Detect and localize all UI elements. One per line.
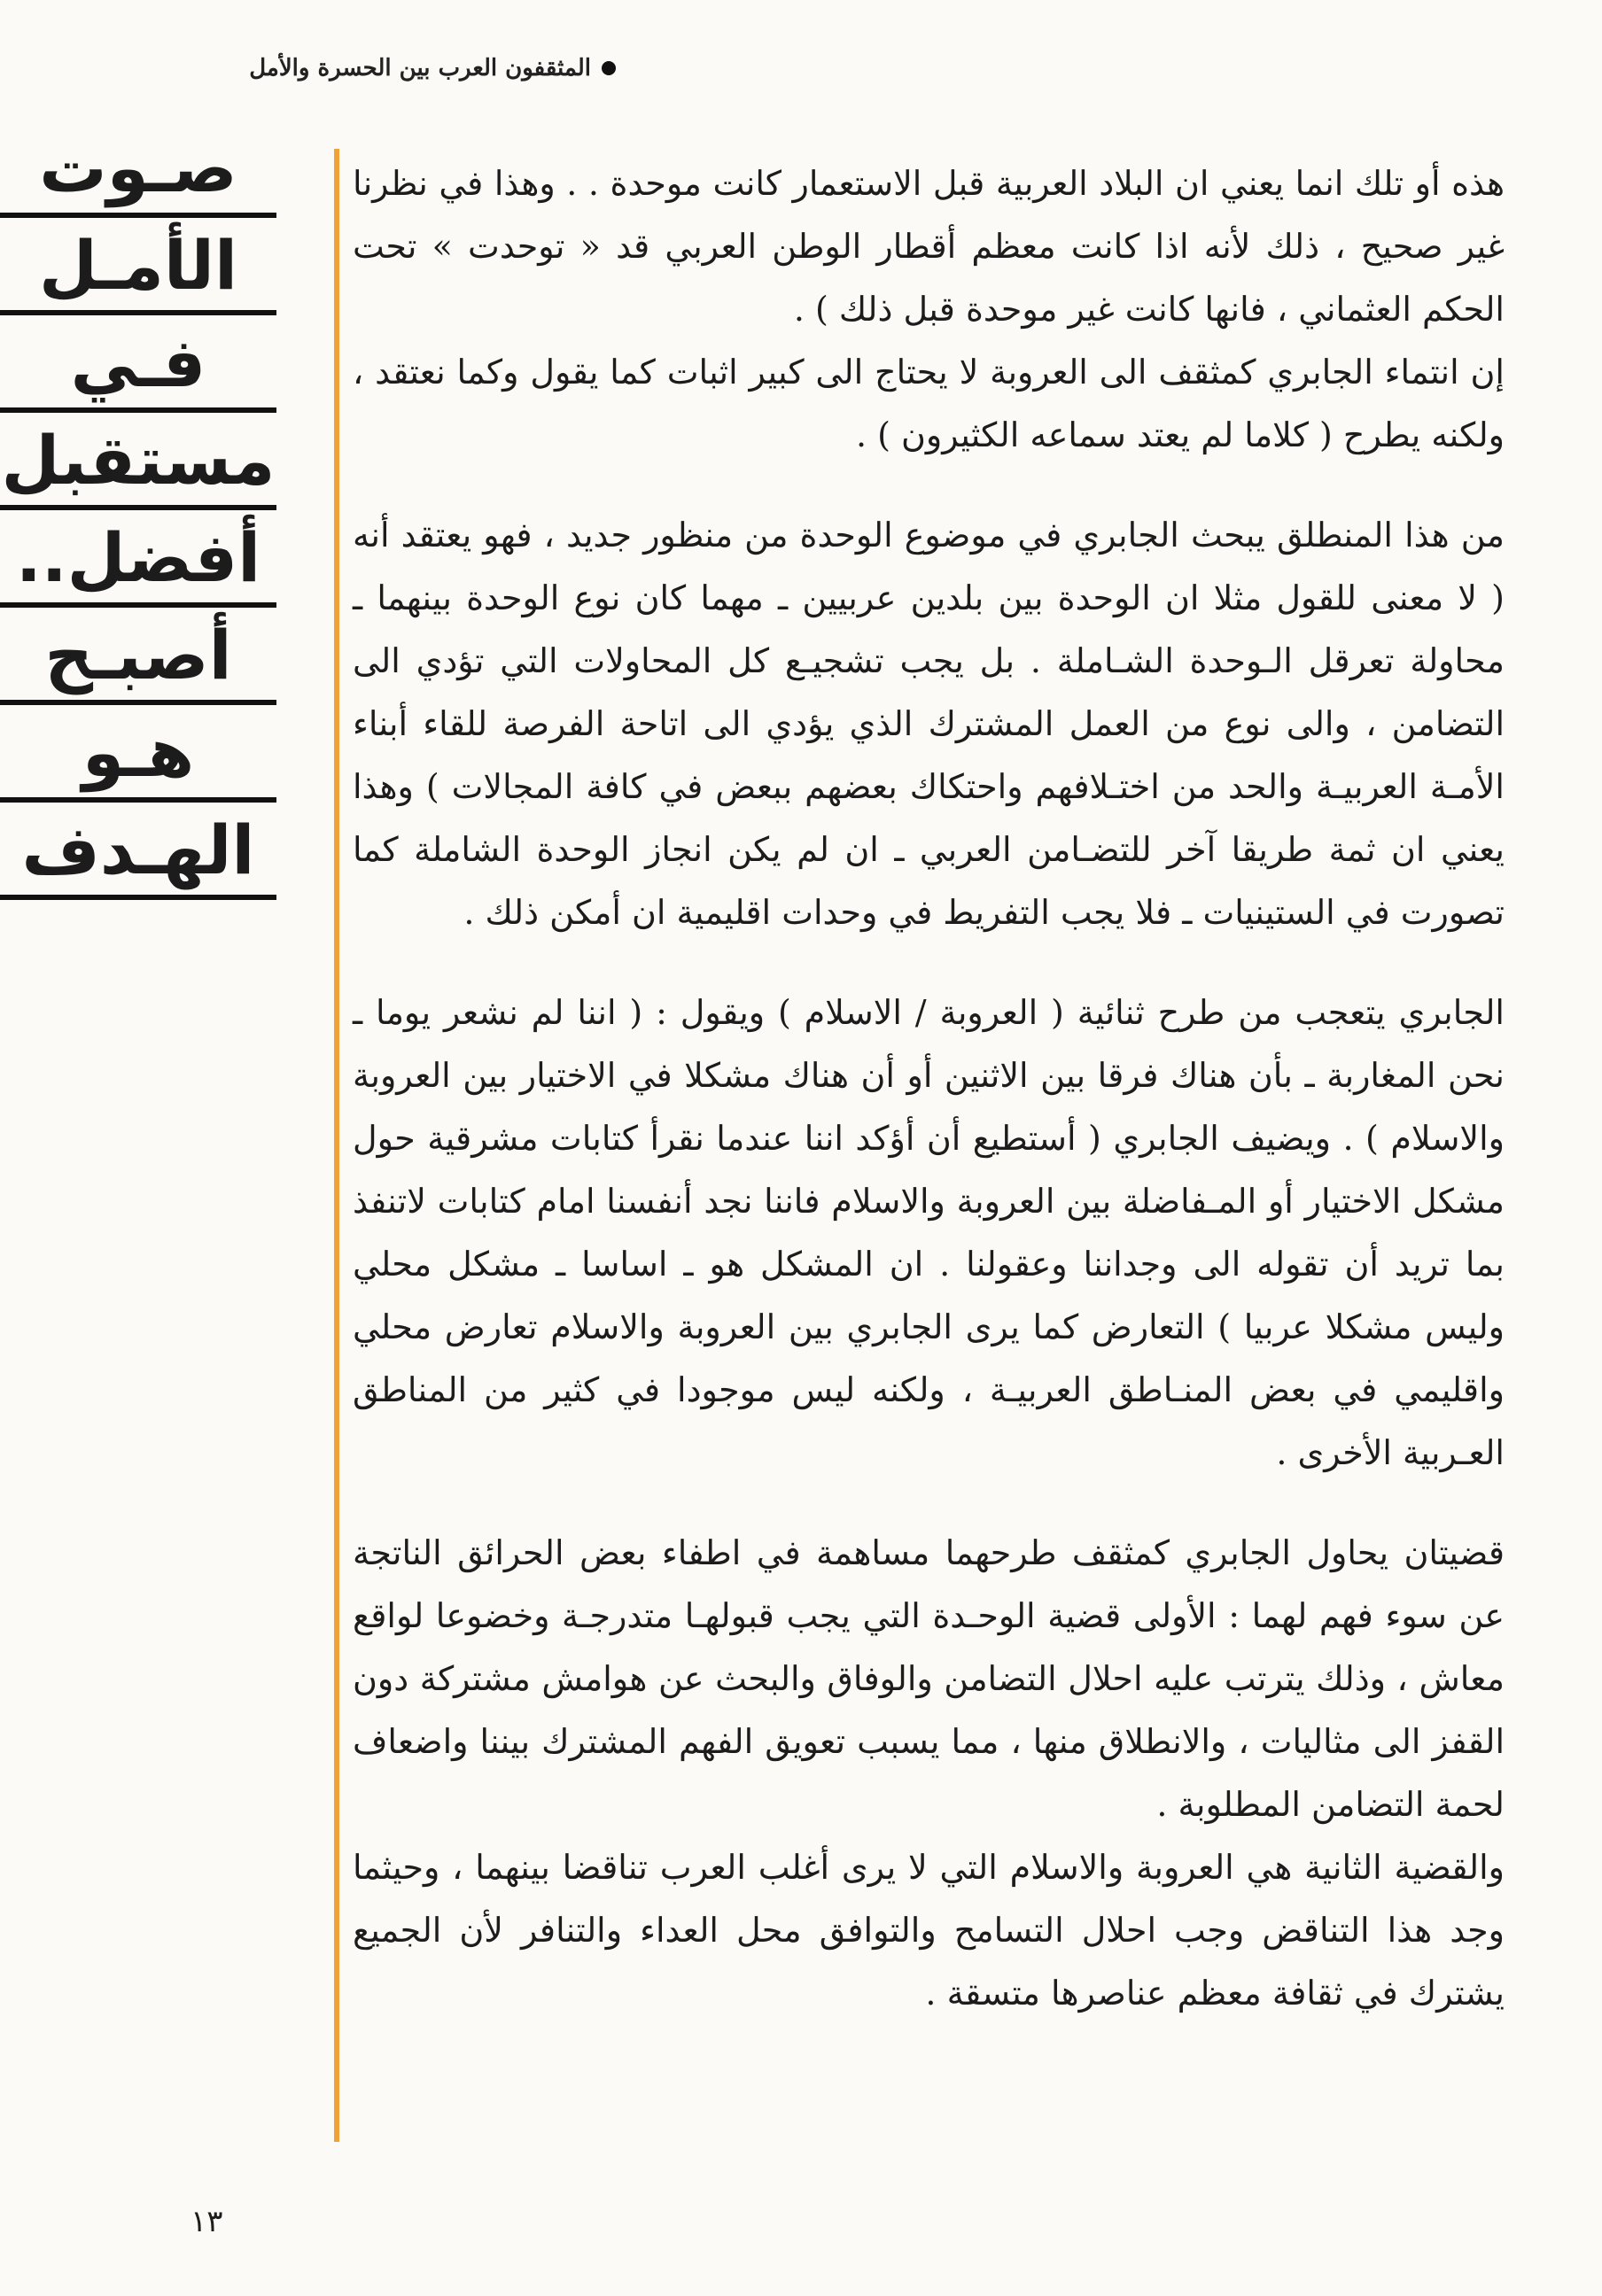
side-headline-line: أصبـح [0,611,276,705]
side-headline-line: الأمـل [0,221,276,315]
paragraph: والقضية الثانية هي العروبة والاسلام التي لا يرى أغلب العرب تناقضا بينهما ، وحيثما وجد هذا التناقض وجب احلال التسامح والتوافق محل العداء والتنافر لأن الجميع يشترك في ثقافة معظم عناصرها متسقة . [353,1848,1505,2013]
side-headline-line: فـي [0,319,276,413]
side-headline-line: صـوت [0,124,276,218]
paragraph: الجابري يتعجب من طرح ثنائية ( العروبة / الاسلام ) ويقول : ( اننا لم نشعر يوما ـ نحن المغاربة ـ بأن هناك فرقا بين الاثنين أو أن هناك مشكلا في الاختيار بين العروبة والاسلام ) . ويضيف الجابري ( أستطيع أن أؤكد اننا عندما نقرأ كتابات مشرقية حول مشكل الاختيار أو المـفاضلة بين العروبة والاسلام فاننا نجد أنفسنا امام كتابات لاتنفذ بما تريد أن تقوله الى وجداننا وعقولنا . ان المشكل هو ـ اساسا ـ مشكل محلي وليس مشكلا عربيا ) التعارض كما يرى الجابري بين العروبة والاسلام تعارض محلي واقليمي في بعض المنـاطق العربيـة ، ولكنه ليس موجودا في كثير من المناطق العـربية الأخرى . [353,993,1505,1472]
bullet-icon [602,61,616,75]
orange-divider-rule [334,149,339,2142]
running-header [191,55,616,81]
paragraph: قضيتان يحاول الجابري كمثقف طرحهما مساهمة في اطفاء بعض الحرائق الناتجة عن سوء فهم لهما : الأولى قضية الوحـدة التي يجب قبولهـا متدرجـة وخضوعا لواقع معاش ، وذلك يترتب عليه احلال التضامن والوفاق والبحث عن هوامش مشتركة دون القفز الى مثاليات ، والانطلاق منها ، مما يسبب تعويق الفهم المشترك بيننا واضعاف لحمة التضامن المطلوبة . [353,1533,1505,1824]
side-headline-line: مستقبل [0,416,276,510]
paragraph: من هذا المنطلق يبحث الجابري في موضوع الوحدة من منظور جديد ، فهو يعتقد أنه ( لا معنى للقول مثلا ان الوحدة بين بلدين عربيين ـ مهما كان نوع الوحدة بينهما ـ محاولة تعرقل الـوحدة الشـاملة . بل يجب تشجيـع كل المحاولات التي تؤدي الى التضامن ، والى نوع من العمل المشترك الذي يؤدي الى اتاحة الفرصة للقاء أبناء الأمـة العربيـة والحد من اختـلافهم واحتكاك بعضهم ببعض في كافة المجالات ) وهذا يعني ان ثمة طريقا آخر للتضـامن العربي ـ ان لم يكن انجاز الوحدة الشاملة كما تصورت في الستينيات ـ فلا يجب التفريط في وحدات اقليمية ان أمكن ذلك . [353,516,1505,932]
side-headline-line: أفضل.. [0,514,276,608]
article-body [353,152,1505,2025]
page-number: ١٣ [191,2204,223,2239]
paragraph: إن انتماء الجابري كمثقف الى العروبة لا يحتاج الى كبير اثبات كما يقول وكما نعتقد ، ولكنه يطرح ( كلاما لم يعتد سماعه الكثيرون ) . [353,353,1505,454]
paragraph: هذه أو تلك انما يعني ان البلاد العربية قبل الاستعمار كانت موحدة . . وهذا في نظرنا غير صحيح ، ذلك لأنه اذا كانت معظم أقطار الوطن العربي قد « توحدت » تحت الحكم العثماني ، فانها كانت غير موحدة قبل ذلك ) . [353,164,1505,329]
side-headline-line: هـو [0,709,276,803]
running-title: المثقفون العرب بين الحسرة والأمل [249,55,591,81]
side-headline-line: الهـدف [0,806,276,900]
side-headline [0,124,276,904]
